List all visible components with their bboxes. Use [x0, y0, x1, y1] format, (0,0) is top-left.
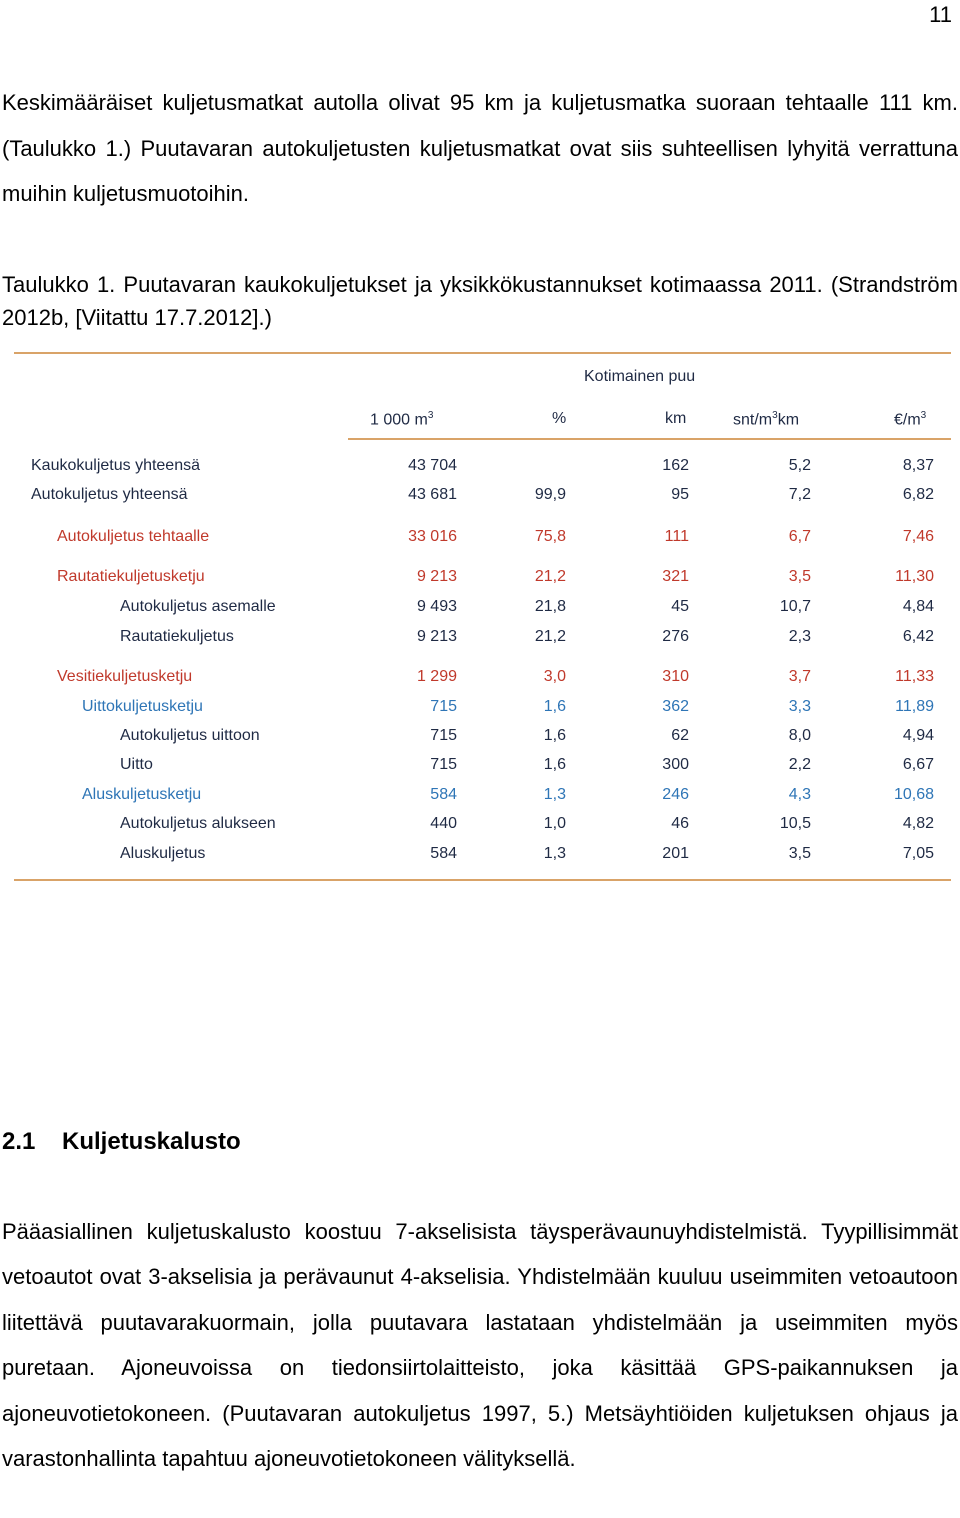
paragraph-intro: Keskimääräiset kuljetusmatkat autolla olivat 95 km ja kuljetusmatka suoraan tehtaalle 111 km. (Taulukko 1.) Puutavaran autokuljetusten kuljetusmatkat ovat siis suhteellisen lyhyitä verrattuna muihin kuljetusmuotoihin.	[2, 90, 958, 206]
row-value: 62	[671, 727, 689, 744]
row-value: 1 299	[416, 668, 457, 685]
table-row	[14, 457, 951, 481]
table-row	[14, 568, 951, 592]
row-label: Autokuljetus yhteensä	[31, 486, 188, 503]
row-value: 321	[662, 568, 689, 585]
table-row	[14, 845, 951, 869]
row-value: 3,5	[788, 568, 811, 585]
row-value: 1,3	[543, 786, 566, 803]
row-value: 21,2	[534, 568, 566, 585]
table-row	[14, 528, 951, 552]
table-caption: Taulukko 1. Puutavaran kaukokuljetukset ja yksikkökustannukset kotimaassa 2011. (Strandström 2012b, [Viitattu 17.7.2012].)	[2, 272, 958, 330]
row-value: 3,3	[788, 698, 811, 715]
table-row	[14, 598, 951, 622]
row-value: 1,6	[543, 727, 566, 744]
row-value: 6,7	[788, 528, 811, 545]
table-row	[14, 756, 951, 780]
row-value: 584	[430, 786, 457, 803]
row-value: 11,89	[895, 698, 934, 715]
row-value: 4,84	[902, 598, 934, 615]
header-cost-per-m3: $€/m^3$	[894, 410, 927, 429]
table-row	[14, 668, 951, 692]
row-value: 4,94	[902, 727, 934, 744]
row-value: 95	[671, 486, 689, 503]
row-value: 6,82	[902, 486, 934, 503]
row-value: 10,68	[893, 786, 934, 803]
row-label: Autokuljetus asemalle	[120, 598, 276, 615]
row-value: 310	[662, 668, 689, 685]
row-label: Aluskuljetus	[120, 845, 206, 862]
row-value: 46	[671, 815, 689, 832]
row-label: Uittokuljetusketju	[82, 698, 203, 715]
row-value: 21,8	[534, 598, 566, 615]
table-row	[14, 786, 951, 810]
row-value: 7,46	[902, 528, 934, 545]
section-heading	[2, 1128, 241, 1156]
row-label: Rautatiekuljetusketju	[57, 568, 205, 585]
row-value: 7,05	[902, 845, 934, 862]
row-value: 276	[662, 628, 689, 645]
row-value: 3,5	[788, 845, 811, 862]
table-row	[14, 628, 951, 652]
row-value: 246	[662, 786, 689, 803]
row-value: 4,82	[902, 815, 934, 832]
row-label: Autokuljetus uittoon	[120, 727, 260, 744]
row-value: 3,0	[543, 668, 566, 685]
row-value: 362	[662, 698, 689, 715]
row-label: Uitto	[120, 756, 153, 773]
page-number: 11	[929, 2, 952, 27]
header-volume: 1 000 $m^3$	[370, 410, 434, 429]
row-value: 33 016	[408, 528, 457, 545]
table-row	[14, 815, 951, 839]
table-header-rule	[348, 438, 951, 440]
row-label: Autokuljetus alukseen	[120, 815, 276, 832]
row-label: Aluskuljetusketju	[82, 786, 202, 803]
section-title: Kuljetuskalusto	[62, 1128, 241, 1155]
row-value: 9 493	[416, 598, 457, 615]
row-value: 43 704	[408, 457, 457, 474]
row-value: 45	[671, 598, 689, 615]
row-value: 99,9	[534, 486, 566, 503]
header-cost-per-km: snt/$m^3km$	[733, 410, 800, 429]
row-value: 8,37	[902, 457, 934, 474]
row-value: 9 213	[416, 628, 457, 645]
row-label: Autokuljetus tehtaalle	[57, 528, 210, 545]
row-label: Vesitiekuljetusketju	[57, 668, 193, 685]
table-row	[14, 698, 951, 722]
transport-cost-table	[14, 352, 951, 882]
row-value: 162	[662, 457, 689, 474]
row-value: 75,8	[534, 528, 566, 545]
row-value: 8,0	[788, 727, 811, 744]
row-value: 300	[662, 756, 689, 773]
row-value: 201	[662, 845, 689, 862]
row-value: 584	[430, 845, 457, 862]
row-value: 11,30	[895, 568, 934, 585]
row-value: 6,67	[902, 756, 934, 773]
row-value: 6,42	[902, 628, 934, 645]
row-value: 2,2	[788, 756, 811, 773]
row-value: 715	[430, 698, 457, 715]
table-top-rule	[14, 352, 951, 354]
row-value: 1,6	[543, 698, 566, 715]
row-value: 5,2	[788, 457, 811, 474]
table-row	[14, 486, 951, 510]
row-label: Rautatiekuljetus	[120, 628, 234, 645]
row-value: 111	[664, 528, 689, 545]
row-value: 1,6	[543, 756, 566, 773]
row-value: 1,3	[543, 845, 566, 862]
section-number: 2.1	[2, 1128, 36, 1155]
table-group-header: Kotimainen puu	[584, 368, 696, 385]
row-value: 3,7	[788, 668, 811, 685]
row-label: Kaukokuljetus yhteensä	[31, 457, 200, 474]
row-value: 9 213	[416, 568, 457, 585]
row-value: 11,33	[895, 668, 934, 685]
row-value: 7,2	[788, 486, 811, 503]
row-value: 21,2	[534, 628, 566, 645]
row-value: 2,3	[788, 628, 811, 645]
table-row	[14, 727, 951, 751]
row-value: 10,7	[779, 598, 811, 615]
row-value: 4,3	[788, 786, 811, 803]
header-percent: %	[552, 410, 567, 427]
row-value: 715	[430, 727, 457, 744]
row-value: 440	[430, 815, 457, 832]
header-km: km	[665, 410, 687, 427]
row-value: 715	[430, 756, 457, 773]
row-value: 1,0	[543, 815, 566, 832]
paragraph-kalusto: Pääasiallinen kuljetuskalusto koostuu 7-akselisista täysperävaunuyhdistelmistä. Tyypillisimmät vetoautot ovat 3-akselisia ja perävaunut 4-akselisia. Yhdistelmään kuuluu useimmiten vetoautoon liitettävä puutavarakuormain, jolla puutavara lastataan yhdistelmään ja useimmiten myös puretaan. Ajoneuvoissa on tiedonsiirtolaitteisto, joka käsittää GPS-paikannuksen ja ajoneuvotietokoneen. (Puutavaran autokuljetus 1997, 5.) Metsäyhtiöiden kuljetuksen ohjaus ja varastonhallinta tapahtuu ajoneuvotietokoneen välityksellä.	[2, 1219, 958, 1472]
table-bottom-rule	[14, 879, 951, 881]
row-value: 43 681	[408, 486, 457, 503]
row-value: 10,5	[779, 815, 811, 832]
